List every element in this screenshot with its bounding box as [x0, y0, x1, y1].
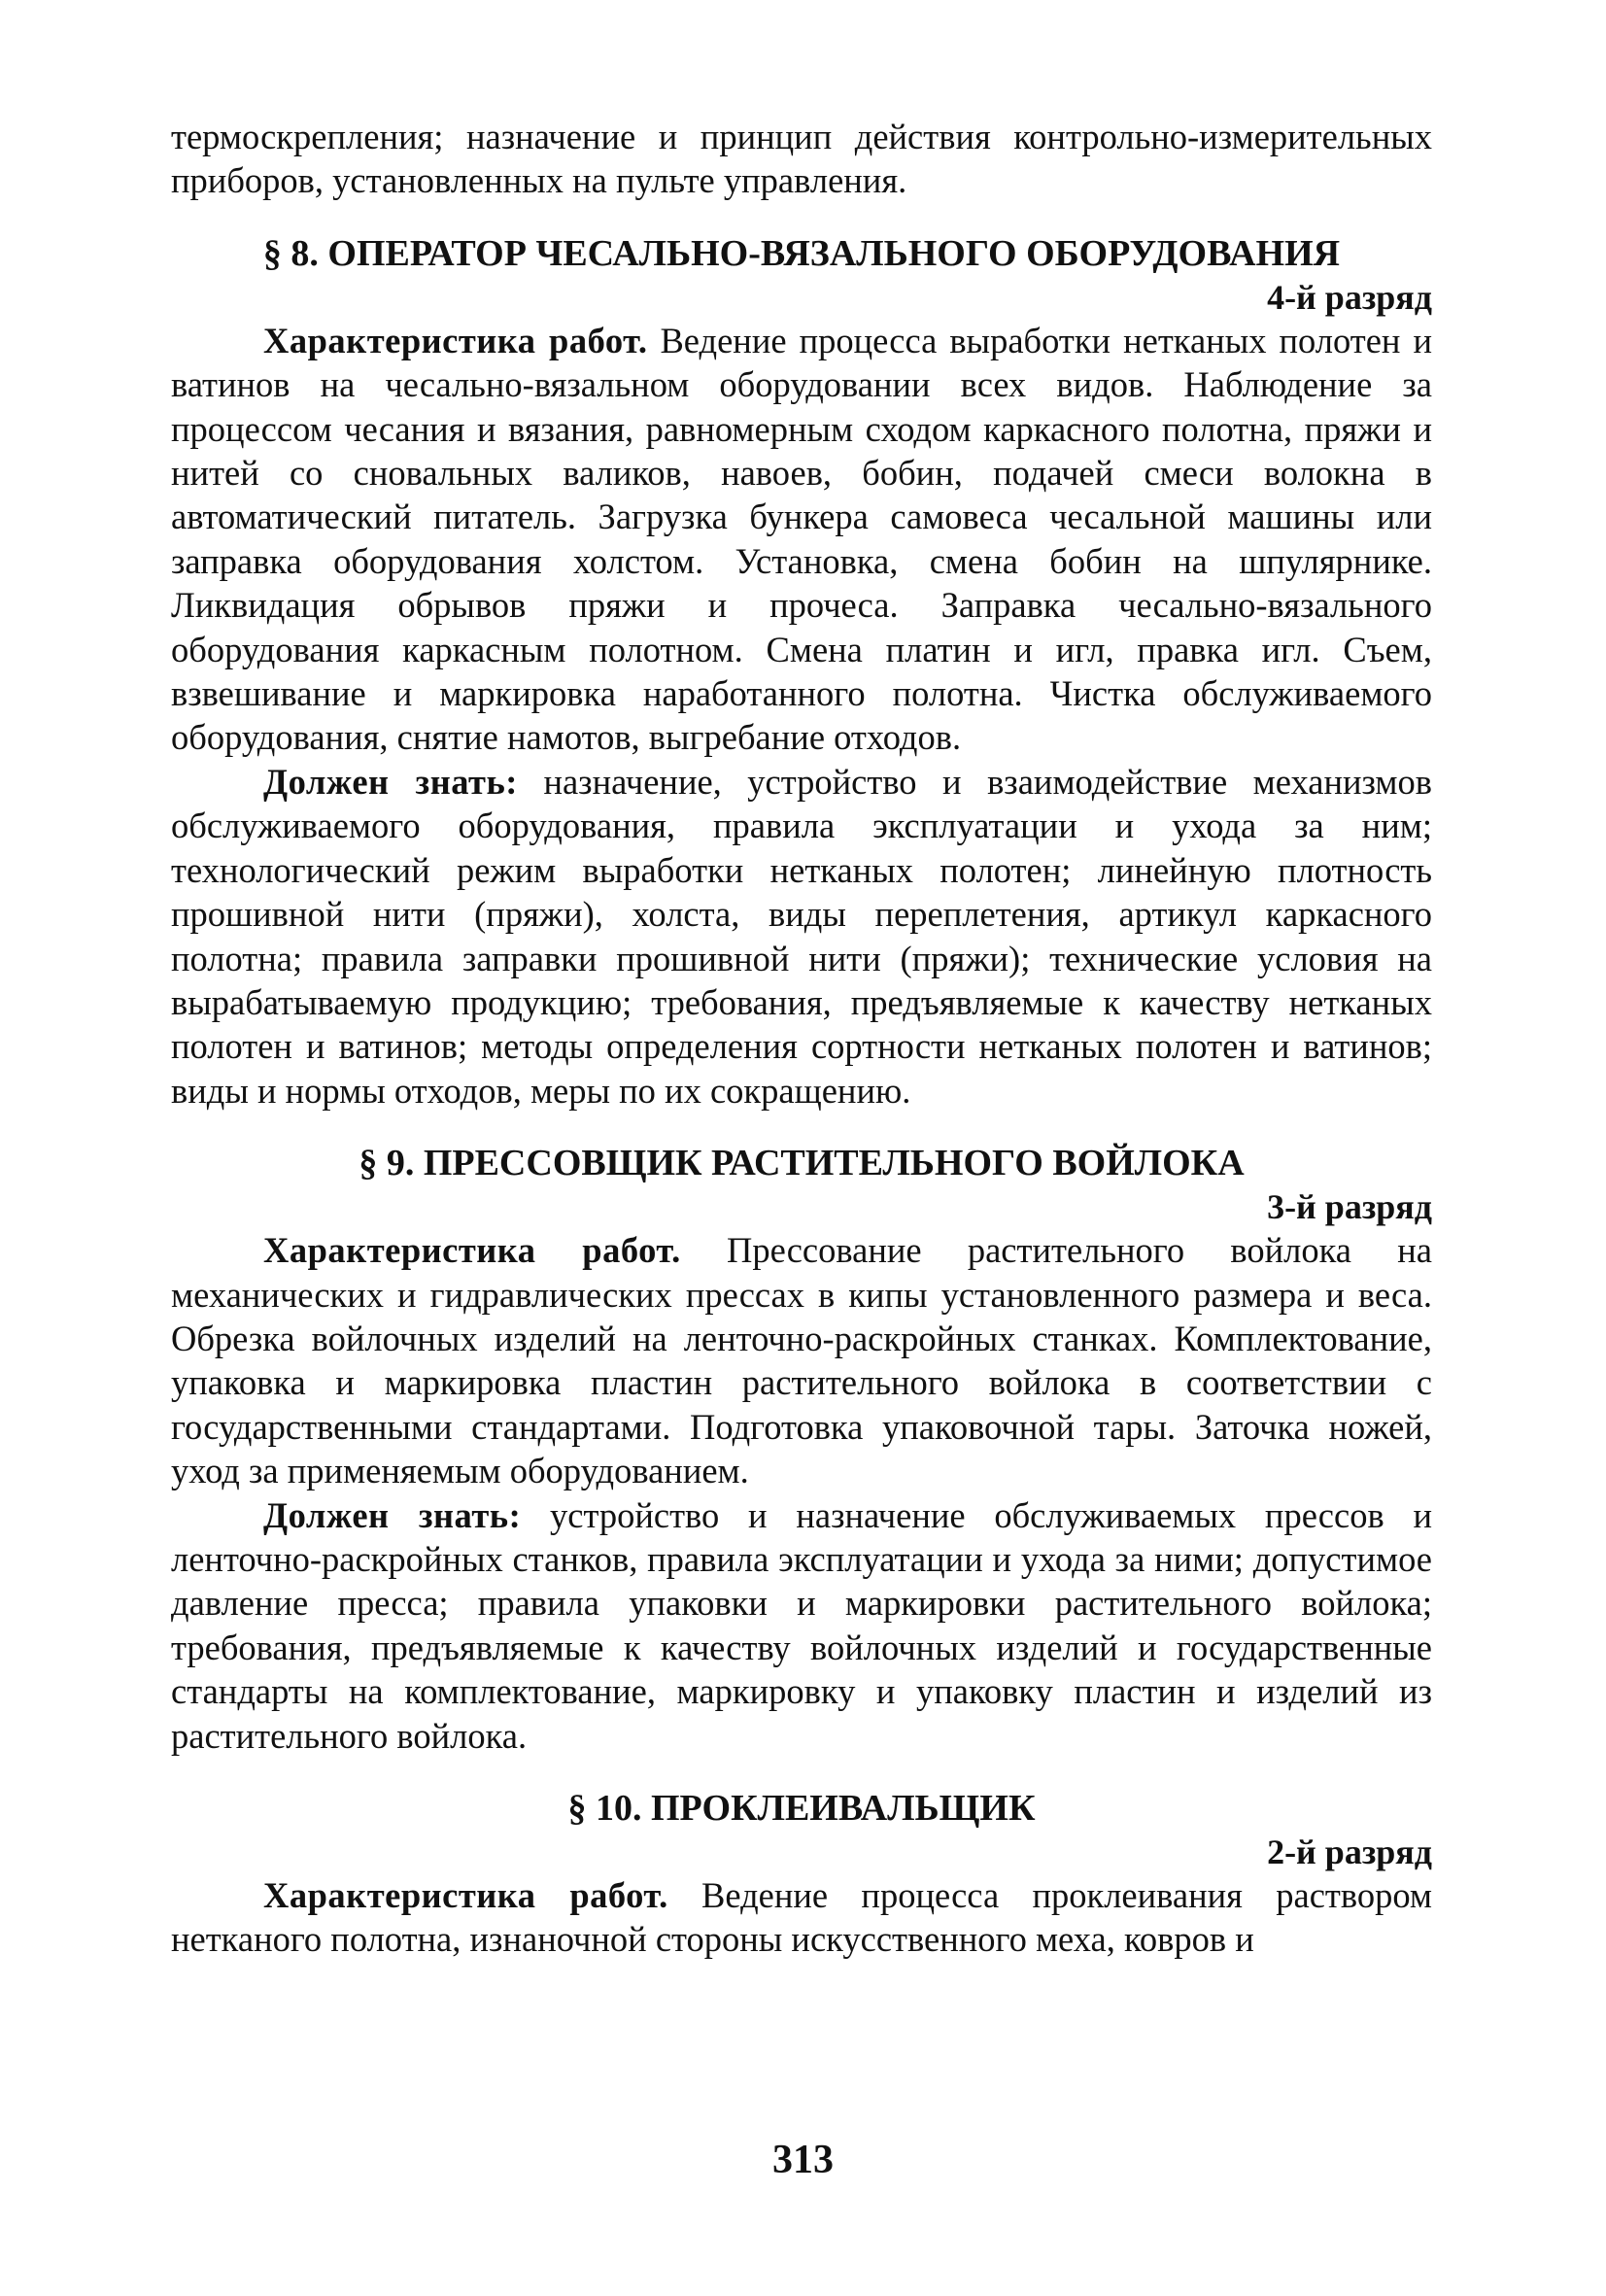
work-label: Характеристика работ. — [263, 320, 648, 360]
section-title: § 9. ПРЕССОВЩИК РАСТИТЕЛЬНОГО ВОЙЛОКА — [359, 1143, 1245, 1184]
knowledge-label: Должен знать: — [263, 761, 518, 802]
work-text: Ведение процесса проклеивания раствором нетканого полотна, изнаночной стороны искусственного меха, ковров и — [171, 1875, 1432, 1960]
work-description — [171, 1228, 1432, 1492]
section-title: § 10. ПРОКЛЕИВАЛЬЩИК — [567, 1788, 1036, 1829]
work-text: Ведение процесса выработки нетканых полотен и ватинов на чесально-вязальном оборудовании всех видов. Наблюдение за процессом чесания и вязания, равномерным сходом каркасного полотна, пряжи и нитей со сновальных валиков, навоев, бобин, подачей смеси волокна в автоматический питатель. Загрузка бункера самовеса чесальной машины или заправка оборудования холстом. Установка, смена бобин на шпулярнике. Ликвидация обрывов пряжи и прочеса. Заправка чесально-вязального оборудования каркасным полотном. Смена платин и игл, правка игл. Съем, взвешивание и маркировка наработанного полотна. Чистка обслуживаемого оборудования, снятие намотов, выгребание отходов. — [171, 320, 1432, 758]
work-label: Характеристика работ. — [263, 1875, 668, 1915]
section-10 — [171, 1787, 1432, 1962]
work-description — [171, 1873, 1432, 1962]
page-number: 313 — [772, 2138, 834, 2182]
work-text: Прессование растительного войлока на механических и гидравлических прессах в кипы установленного размера и веса. Обрезка войлочных изделий на ленточно-раскройных станках. Комплектование, упаковка и маркировка пластин растительного войлока в соответствии с государственными стандартами. Подготовка упаковочной тары. Заточка ножей, уход за применяемым оборудованием. — [171, 1230, 1432, 1491]
page-body — [171, 115, 1432, 1962]
knowledge-label: Должен знать: — [263, 1494, 522, 1535]
work-label: Характеристика работ. — [263, 1230, 681, 1271]
grade-label: 3-й разряд — [1267, 1187, 1432, 1227]
continuation-paragraph: термоскрепления; назначение и принцип действия контрольно-измерительных приборов, установленных на пульте управления. — [171, 117, 1432, 201]
knowledge-text: назначение, устройство и взаимодействие механизмов обслуживаемого оборудования, правила эксплуатации и ухода за ним; технологический режим выработки нетканых полотен; линейную плотность прошивной нити (пряжи), холста, виды переплетения, артикул каркасного полотна; правила заправки прошивной нити (пряжи); технические условия на вырабатываемую продукцию; требования, предъявляемые к качеству нетканых полотен и ватинов; методы определения сортности нетканых полотен и ватинов; виды и нормы отходов, меры по их сокращению. — [171, 761, 1432, 1111]
section-title: § 8. ОПЕРАТОР ЧЕСАЛЬНО-ВЯЗАЛЬНОГО ОБОРУДОВАНИЯ — [262, 232, 1341, 274]
grade-label: 4-й разряд — [1267, 277, 1432, 317]
knowledge-text: устройство и назначение обслуживаемых прессов и ленточно-раскройных станков, правила эксплуатации и ухода за ними; допустимое давление пресса; правила упаковки и маркировки растительного войлока; требования, предъявляемые к качеству войлочных изделий и государственные стандарты на комплектование, маркировку и упаковку пластин и изделий из растительного войлока. — [171, 1494, 1432, 1756]
section-9 — [171, 1142, 1432, 1758]
knowledge-requirements — [171, 1493, 1432, 1758]
section-8 — [171, 232, 1432, 1113]
work-description — [171, 319, 1432, 760]
knowledge-requirements — [171, 760, 1432, 1113]
grade-label: 2-й разряд — [1267, 1833, 1432, 1871]
